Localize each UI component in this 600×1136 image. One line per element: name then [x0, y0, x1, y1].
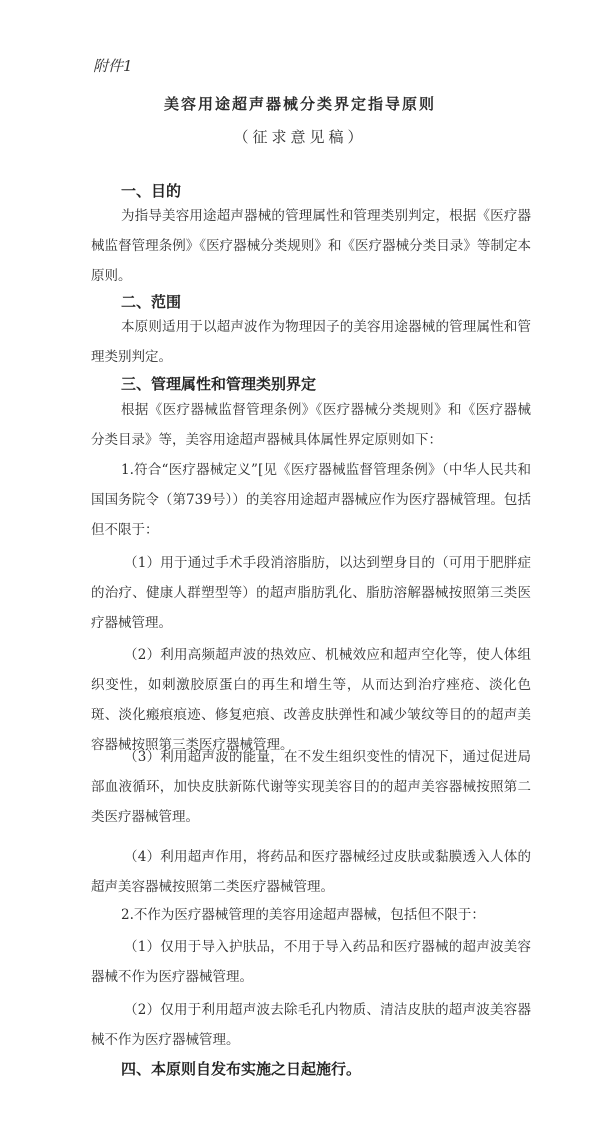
section-text-classification-intro: 根据《医疗器械监督管理条例》《医疗器械分类规则》和《医疗器械分类目录》等，美容用途超声器械具体属性界定原则如下： [91, 402, 531, 448]
clause-2-item-1: （1）仅用于导入护肤品，不用于导入药品和医疗器械的超声波美容器械不作为医疗器械管理。 [91, 939, 531, 985]
section-heading-effective: 四、本原则自发布实施之日起施行。 [121, 1060, 362, 1078]
document-title: 美容用途超声器械分类界定指导原则 [163, 95, 436, 113]
clause-1-item-2: （2）利用高频超声波的热效应、机械效应和超声空化等，使人体组织变性，如刺激胶原蛋白的再生和增生等，从而达到治疗痤疮、淡化色斑、淡化瘢痕痕迹、修复疤痕、改善皮肤弹性和减少皱纹等目的的超声美容器械按照第三类医疗器械管理。 [91, 647, 531, 753]
section-text-scope: 本原则适用于以超声波作为物理因子的美容用途器械的管理属性和管理类别判定。 [91, 319, 531, 365]
section-heading-classification: 三、管理属性和管理类别界定 [121, 375, 317, 393]
clause-2-item-2: （2）仅用于利用超声波去除毛孔内物质、清洁皮肤的超声波美容器械不作为医疗器械管理。 [91, 1002, 531, 1048]
section-heading-purpose: 一、目的 [121, 182, 182, 200]
clause-1-item-4: （4）利用超声作用，将药品和医疗器械经过皮肤或黏膜透入人体的超声美容器械按照第二类医疗器械管理。 [91, 849, 531, 895]
clause-1-item-3: （3）利用超声波的能量，在不发生组织变性的情况下，通过促进局部血液循环，加快皮肤新陈代谢等实现美容目的的超声美容器械按照第二类医疗器械管理。 [91, 749, 531, 825]
section-heading-scope: 二、范围 [121, 293, 182, 311]
clause-1: 1.符合“医疗器械定义”[见《医疗器械监督管理条例》（中华人民共和国国务院令（第739号））的美容用途超声器械应作为医疗器械管理。包括但不限于： [91, 462, 531, 538]
clause-1-item-1: （1）用于通过手术手段消溶脂肪，以达到塑身目的（可用于肥胖症的治疗、健康人群塑型等）的超声脂肪乳化、脂肪溶解器械按照第三类医疗器械管理。 [91, 555, 531, 631]
document-subtitle: （征求意见稿） [233, 128, 367, 146]
attachment-label: 附件1 [93, 57, 133, 75]
section-text-purpose: 为指导美容用途超声器械的管理属性和管理类别判定，根据《医疗器械监督管理条例》《医疗器械分类规则》和《医疗器械分类目录》等制定本原则。 [91, 208, 531, 284]
clause-2: 2.不作为医疗器械管理的美容用途超声器械，包括但不限于： [121, 907, 485, 923]
